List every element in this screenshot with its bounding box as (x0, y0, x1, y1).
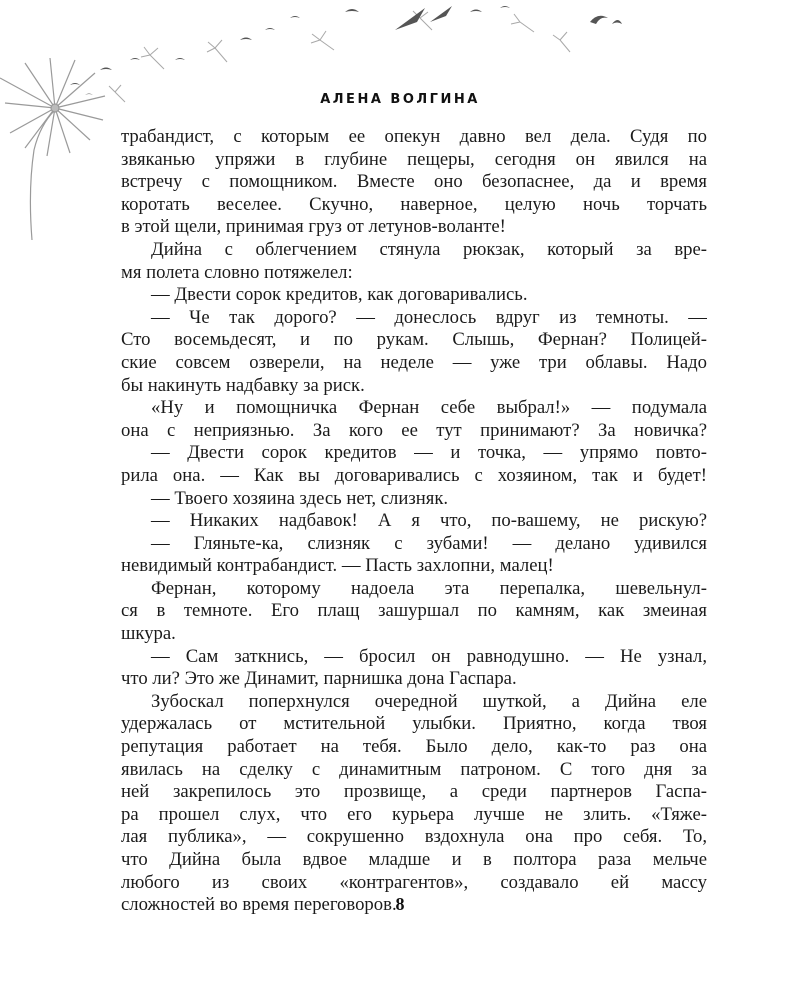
text-line: ские совсем озверели, на неделе — уже три облавы. Надо (121, 351, 707, 373)
text-line: удержалась от мстительной улыбки. Приятно, когда твоя (121, 713, 707, 735)
text-line: репутация работает на тебя. Было дело, как-то раз она (121, 736, 707, 758)
flying-birds (70, 6, 622, 95)
text-line: лая публика», — сокрушенно вздохнула она про себя. То, (121, 826, 707, 848)
text-line: что ли? Это же Динамит, парнишка дона Гаспара. (121, 668, 517, 690)
text-line: ся в темноте. Его плащ зашуршал по камням, как змеиная (121, 600, 707, 622)
body-text (121, 126, 707, 917)
text-line: — Никаких надбавок! А я что, по-вашему, не рискую? (151, 510, 707, 532)
text-line: Сто восемьдесят, и по рукам. Слышь, Фернан? Полицей- (121, 329, 707, 351)
text-line: коротать веселее. Скучно, наверное, целую ночь торчать (121, 193, 707, 215)
text-line: явилась на сделку с динамитным патроном. С того дня за (121, 758, 707, 780)
text-line: — Твоего хозяина здесь нет, слизняк. (151, 487, 449, 509)
text-line: — Сам заткнись, — бросил он равнодушно. — Не узнал, (151, 645, 707, 667)
text-line: что Дийна была вдвое младше и в полтора раза мельче (121, 849, 707, 870)
text-line: любого из своих «контрагентов», создавало ей массу (121, 871, 707, 893)
text-line: ра прошел слух, что его курьера лучше не злить. «Тяже- (121, 803, 707, 825)
text-line: — Гляньте-ка, слизняк с зубами! — делано удивился (151, 532, 707, 554)
text-line: трабандист, с которым ее опекун давно вел дела. Судя по (121, 126, 707, 147)
text-line: ней закрепилось это прозвище, а среди партнеров Гаспа- (121, 781, 707, 803)
dandelion-head (0, 58, 105, 156)
text-line: рила она. — Как вы договаривались с хозяином, так и будет! (121, 464, 707, 486)
text-line: Дийна с облегчением стянула рюкзак, который за вре- (151, 238, 707, 260)
text-line: Зубоскал поперхнулся очередной шуткой, а Дийна еле (151, 690, 707, 712)
running-head-author: АЛЕНА ВОЛГИНА (320, 92, 480, 107)
text-line: мя полета словно потяжелел: (121, 261, 353, 283)
text-line: звяканью упряжи в глубине пещеры, сегодня он явился на (121, 148, 707, 170)
text-line: невидимый контрабандист. — Пасть захлопни, малец! (121, 555, 554, 577)
text-line: Фернан, которому надоела эта перепалка, шевельнул- (151, 577, 707, 599)
page-number: 8 (395, 894, 405, 914)
text-line: шкура. (121, 623, 176, 645)
text-line: — Двести сорок кредитов, как договаривались. (151, 284, 528, 306)
text-line: бы накинуть надбавку за риск. (121, 374, 365, 396)
text-line: — Че так дорого? — донеслось вдруг из темноты. — (151, 306, 707, 328)
flying-seeds (109, 11, 570, 102)
text-line: сложностей во время переговоров. (121, 894, 397, 916)
text-line: она с неприязнью. За кого ее тут принимают? За новичка? (121, 419, 707, 441)
text-line: — Двести сорок кредитов — и точка, — упрямо повто- (151, 442, 707, 464)
text-line: «Ну и помощничка Фернан себе выбрал!» — подумала (151, 397, 707, 419)
text-line: встречу с помощником. Вместе оно безопаснее, да и время (121, 171, 707, 193)
text-line: в этой щели, принимая груз от летунов-воланте! (121, 216, 506, 238)
